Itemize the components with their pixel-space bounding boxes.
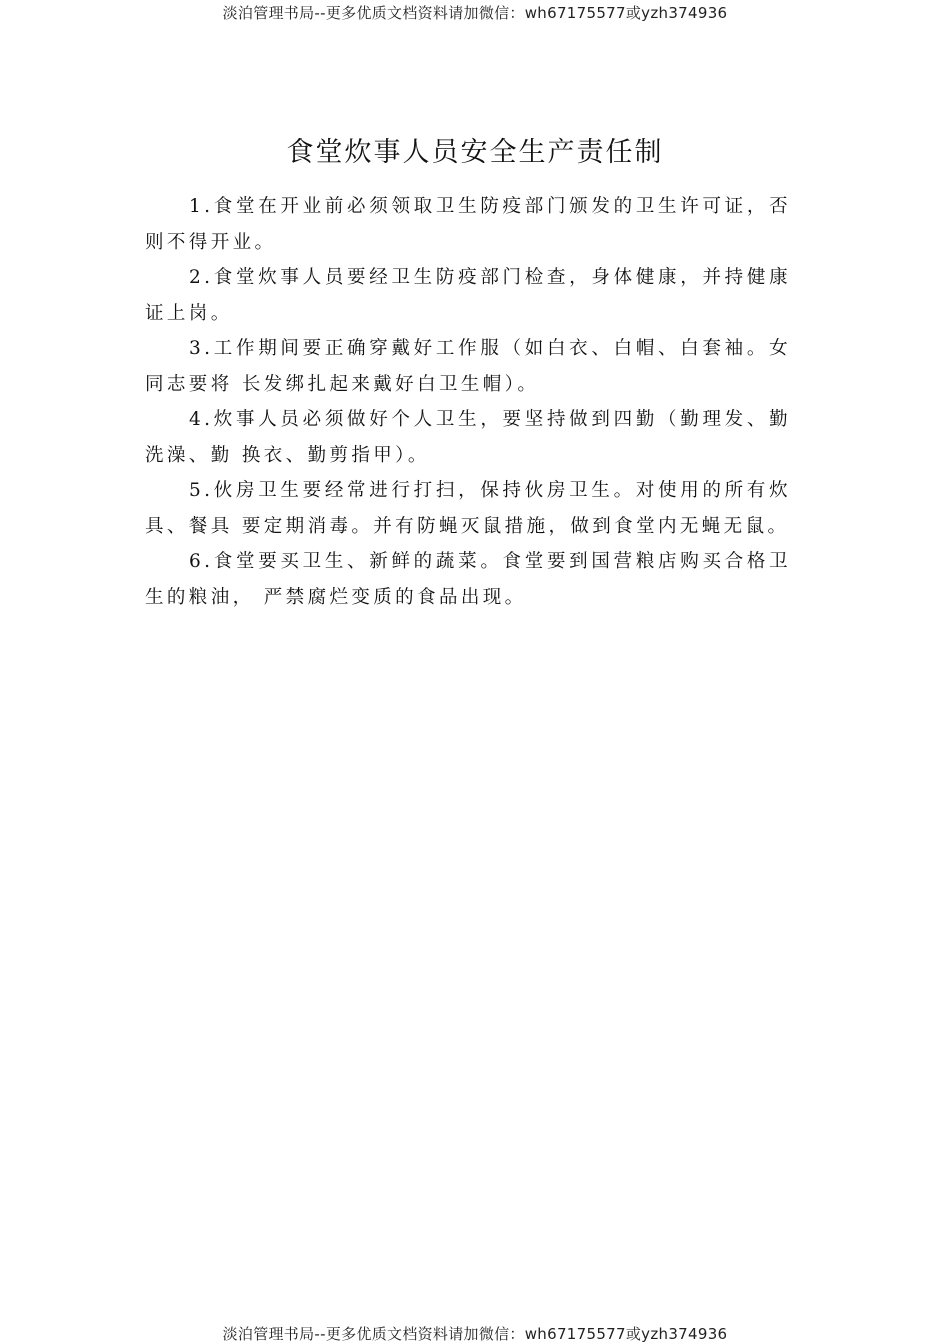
clause-5: 5.伙房卫生要经常进行打扫，保持伙房卫生。对使用的所有炊具、餐具 要定期消毒。并有防蝇灭鼠措施，做到食堂内无蝇无鼠。 xyxy=(145,480,791,537)
clause-1: 1.食堂在开业前必须领取卫生防疫部门颁发的卫生许可证，否则不得开业。 xyxy=(145,196,791,253)
header-watermark-note: 淡泊管理书局--更多优质文档资料请加微信：wh67175577或yzh374936 xyxy=(222,4,728,22)
document-title: 食堂炊事人员安全生产责任制 xyxy=(286,137,664,168)
clause-4: 4.炊事人员必须做好个人卫生，要坚持做到四勤（勤理发、勤洗澡、勤 换衣、勤剪指甲）。 xyxy=(145,409,791,466)
clause-6: 6.食堂要买卫生、新鲜的蔬菜。食堂要到国营粮店购买合格卫生的粮油， 严禁腐烂变质的食品出现。 xyxy=(145,551,791,608)
clause-3: 3.工作期间要正确穿戴好工作服（如白衣、白帽、白套袖。女同志要将 长发绑扎起来戴好白卫生帽）。 xyxy=(145,338,791,395)
clause-list xyxy=(145,189,791,615)
footer-watermark-note: 淡泊管理书局--更多优质文档资料请加微信：wh67175577或yzh374936 xyxy=(222,1325,728,1343)
clause-2: 2.食堂炊事人员要经卫生防疫部门检查，身体健康，并持健康证上岗。 xyxy=(145,267,791,324)
